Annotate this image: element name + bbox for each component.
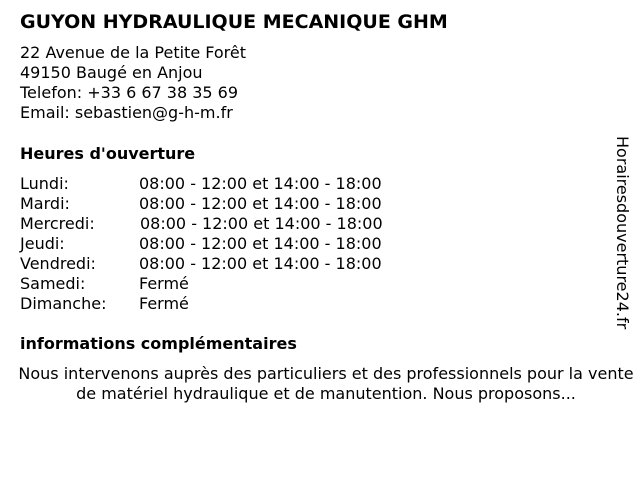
day-hours: 08:00 - 12:00 et 14:00 - 18:00: [139, 174, 382, 193]
day-label: Vendredi:: [20, 254, 96, 273]
day-hours: Fermé: [139, 274, 189, 293]
business-name: GUYON HYDRAULIQUE MECANIQUE GHM: [20, 11, 448, 33]
hours-row-monday: [20, 174, 480, 194]
hours-row-friday: [20, 254, 480, 274]
day-label: Dimanche:: [20, 294, 107, 313]
day-label: Samedi:: [20, 274, 86, 293]
hours-row-sunday: [20, 294, 480, 314]
phone-line: Telefon: +33 6 67 38 35 69: [20, 83, 239, 102]
day-label: Mardi:: [20, 194, 70, 213]
day-label: Jeudi:: [20, 234, 65, 253]
email-line: Email: sebastien@g-h-m.fr: [20, 103, 233, 122]
day-hours: 08:00 - 12:00 et 14:00 - 18:00: [140, 214, 383, 233]
hours-row-thursday: [20, 234, 480, 254]
address-line-2: 49150 Baugé en Anjou: [20, 63, 203, 82]
info-heading: informations complémentaires: [20, 334, 297, 353]
day-hours: Fermé: [139, 294, 189, 313]
hours-row-saturday: [20, 274, 480, 294]
address-line-1: 22 Avenue de la Petite Forêt: [20, 43, 247, 62]
day-label: Lundi:: [20, 174, 69, 193]
hours-row-tuesday: [20, 194, 480, 214]
info-description: Nous intervenons auprès des particuliers et des professionnels pour la vente de matériel hydraulique et de manutention. Nous proposons...: [18, 364, 634, 403]
hours-heading: Heures d'ouverture: [20, 144, 196, 163]
day-hours: 08:00 - 12:00 et 14:00 - 18:00: [139, 254, 382, 273]
hours-row-wednesday: [20, 214, 480, 234]
day-hours: 08:00 - 12:00 et 14:00 - 18:00: [139, 234, 382, 253]
hours-table: [20, 174, 480, 314]
day-label: Mercredi:: [20, 214, 95, 233]
site-watermark: Horairesdouverture24.fr: [613, 136, 632, 330]
day-hours: 08:00 - 12:00 et 14:00 - 18:00: [139, 194, 382, 213]
contact-block: [20, 43, 246, 123]
